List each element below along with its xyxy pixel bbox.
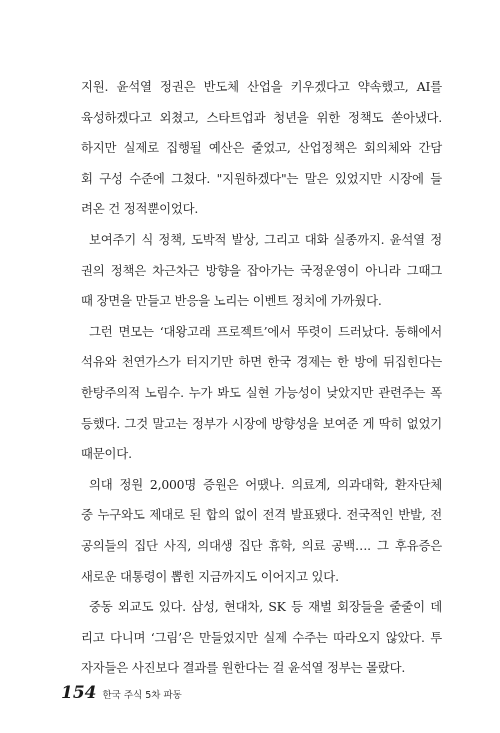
text-line: 지원. 윤석열 정권은 반도체 산업을 키우겠다고 약속했고, AI를 bbox=[81, 79, 442, 94]
text-line: 한탕주의적 노림수. 누가 봐도 실현 가능성이 낮았지만 관련주는 폭 bbox=[81, 384, 442, 400]
text-line: 때 장면을 만들고 반응을 노리는 이벤트 정치에 가까웠다. bbox=[81, 293, 382, 309]
text-line: 회 구성 수준에 그쳤다. "지원하겠다"는 말은 있었지만 시장에 들 bbox=[81, 170, 442, 186]
text-line: 보여주기 식 정책, 도박적 발상, 그리고 대화 실종까지. 윤석열 정 bbox=[89, 231, 442, 247]
text-line: 석유와 천연가스가 터지기만 하면 한국 경제는 한 방에 뒤집힌다는 bbox=[81, 354, 442, 370]
text-line: 등했다. 그것 말고는 정부가 시장에 방향성을 보여준 게 딱히 없었기 bbox=[81, 415, 442, 431]
text-line: 새로운 대통령이 뽑힌 지금까지도 이어지고 있다. bbox=[81, 568, 339, 584]
text-line: 하지만 실제로 집행될 예산은 줄었고, 산업정책은 회의체와 간담 bbox=[81, 140, 442, 156]
text-line: 자자들은 사진보다 결과를 원한다는 걸 윤석열 정부는 몰랐다. bbox=[81, 660, 406, 676]
page-footer bbox=[61, 683, 182, 703]
text-line: 중 누구와도 제대로 된 합의 없이 전격 발표됐다. 전국적인 반발, 전 bbox=[81, 507, 442, 523]
body-text bbox=[81, 72, 442, 684]
text-line: 려온 건 정적뿐이었다. bbox=[81, 201, 199, 217]
paragraph bbox=[81, 225, 442, 317]
paragraph bbox=[81, 317, 442, 470]
paragraph bbox=[81, 470, 442, 592]
paragraph bbox=[81, 592, 442, 684]
text-line: 리고 다니며 ‘그림’은 만들었지만 실제 수주는 따라오지 않았다. 투 bbox=[81, 629, 442, 645]
text-line: 공의들의 집단 사직, 의대생 집단 휴학, 의료 공백…. 그 후유증은 bbox=[81, 537, 442, 553]
text-line: 그런 면모는 ‘대왕고래 프로젝트’에서 뚜렷이 드러났다. 동해에서 bbox=[89, 323, 442, 339]
text-line: 중동 외교도 있다. 삼성, 현대차, SK 등 재벌 회장들을 줄줄이 데 bbox=[89, 599, 442, 615]
page-number: 154 bbox=[61, 683, 97, 703]
text-line: 육성하겠다고 외쳤고, 스타트업과 청년을 위한 정책도 쏟아냈다. bbox=[81, 109, 442, 125]
running-title: 한국 주식 5차 파동 bbox=[102, 690, 182, 701]
text-line: 의대 정원 2,000명 증원은 어땠나. 의료계, 의과대학, 환자단체 bbox=[89, 476, 442, 492]
text-line: 때문이다. bbox=[81, 446, 132, 462]
text-line: 권의 정책은 차근차근 방향을 잡아가는 국정운영이 아니라 그때그 bbox=[81, 262, 442, 278]
paragraph bbox=[81, 72, 442, 225]
